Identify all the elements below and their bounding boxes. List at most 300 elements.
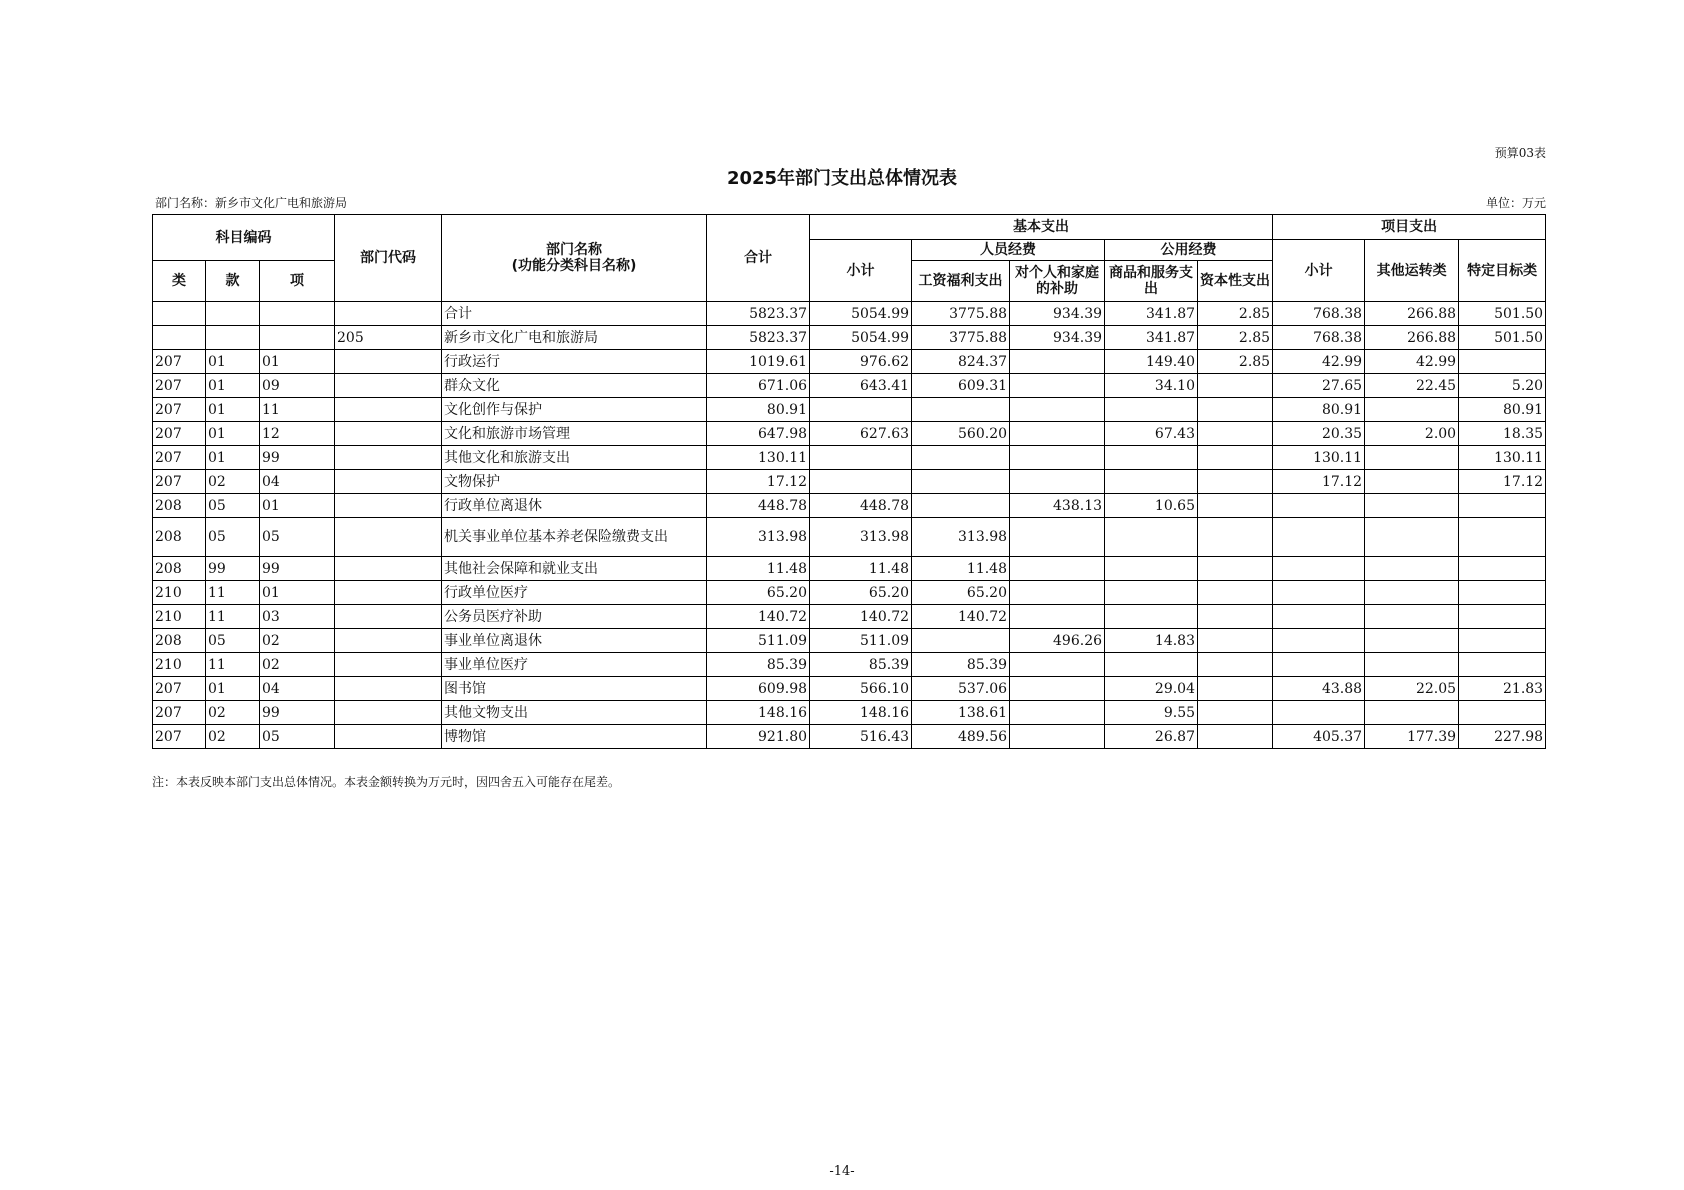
cell-individual (1010, 701, 1105, 725)
cell-dept-code (335, 494, 442, 518)
cell-specific (1459, 653, 1546, 677)
header-basic: 基本支出 (810, 215, 1273, 240)
cell-total: 17.12 (707, 470, 810, 494)
cell-project-subtotal (1273, 581, 1365, 605)
cell-other-ops (1365, 470, 1459, 494)
expenditure-table (152, 214, 1546, 749)
cell-capital (1198, 398, 1273, 422)
cell-other-ops: 2.00 (1365, 422, 1459, 446)
cell-dept-code (335, 398, 442, 422)
cell-xiang: 12 (260, 422, 335, 446)
cell-wage: 3775.88 (912, 326, 1010, 350)
cell-capital: 2.85 (1198, 302, 1273, 326)
header-personnel: 人员经费 (912, 240, 1105, 261)
cell-dept-code (335, 653, 442, 677)
cell-capital (1198, 581, 1273, 605)
cell-project-subtotal: 130.11 (1273, 446, 1365, 470)
table-row (153, 701, 1546, 725)
cell-basic-subtotal: 140.72 (810, 605, 912, 629)
cell-goods (1105, 557, 1198, 581)
cell-specific: 21.83 (1459, 677, 1546, 701)
cell-goods (1105, 581, 1198, 605)
cell-wage: 489.56 (912, 725, 1010, 749)
cell-basic-subtotal: 448.78 (810, 494, 912, 518)
cell-xiang: 01 (260, 581, 335, 605)
cell-wage (912, 398, 1010, 422)
cell-specific: 501.50 (1459, 302, 1546, 326)
table-row (153, 725, 1546, 749)
cell-goods: 29.04 (1105, 677, 1198, 701)
header-total: 合计 (707, 215, 810, 302)
cell-goods (1105, 653, 1198, 677)
cell-project-subtotal (1273, 605, 1365, 629)
header-dept-name-line2: (功能分类科目名称) (511, 258, 637, 274)
cell-name: 文物保护 (442, 470, 707, 494)
cell-lei: 207 (153, 374, 206, 398)
cell-capital (1198, 557, 1273, 581)
department-label: 部门名称：新乡市文化广电和旅游局 (155, 196, 348, 210)
cell-name: 群众文化 (442, 374, 707, 398)
header-basic-subtotal: 小计 (810, 240, 912, 302)
cell-kuan: 05 (206, 494, 260, 518)
cell-name: 机关事业单位基本养老保险缴费支出 (442, 518, 707, 557)
cell-kuan: 11 (206, 605, 260, 629)
cell-total: 80.91 (707, 398, 810, 422)
cell-capital (1198, 494, 1273, 518)
cell-other-ops: 266.88 (1365, 326, 1459, 350)
cell-individual: 934.39 (1010, 326, 1105, 350)
unit-label: 单位：万元 (1485, 196, 1546, 210)
cell-individual (1010, 422, 1105, 446)
cell-individual (1010, 398, 1105, 422)
cell-capital (1198, 446, 1273, 470)
cell-goods (1105, 446, 1198, 470)
cell-other-ops (1365, 629, 1459, 653)
cell-goods: 67.43 (1105, 422, 1198, 446)
cell-basic-subtotal: 516.43 (810, 725, 912, 749)
cell-total: 5823.37 (707, 302, 810, 326)
cell-name: 行政运行 (442, 350, 707, 374)
cell-wage (912, 494, 1010, 518)
cell-capital (1198, 653, 1273, 677)
cell-lei: 207 (153, 422, 206, 446)
cell-name: 其他文物支出 (442, 701, 707, 725)
cell-xiang: 99 (260, 701, 335, 725)
cell-lei: 208 (153, 494, 206, 518)
cell-kuan (206, 302, 260, 326)
cell-wage: 85.39 (912, 653, 1010, 677)
cell-name: 事业单位医疗 (442, 653, 707, 677)
cell-goods (1105, 470, 1198, 494)
header-goods: 商品和服务支出 (1105, 261, 1198, 302)
cell-kuan: 05 (206, 629, 260, 653)
cell-xiang: 01 (260, 350, 335, 374)
cell-other-ops: 22.45 (1365, 374, 1459, 398)
cell-project-subtotal: 20.35 (1273, 422, 1365, 446)
cell-project-subtotal: 27.65 (1273, 374, 1365, 398)
cell-capital (1198, 677, 1273, 701)
cell-kuan: 02 (206, 470, 260, 494)
cell-other-ops (1365, 398, 1459, 422)
cell-basic-subtotal: 148.16 (810, 701, 912, 725)
cell-specific (1459, 350, 1546, 374)
table-row (153, 605, 1546, 629)
cell-other-ops (1365, 518, 1459, 557)
cell-wage: 313.98 (912, 518, 1010, 557)
cell-kuan: 05 (206, 518, 260, 557)
cell-dept-code (335, 629, 442, 653)
cell-name: 其他社会保障和就业支出 (442, 557, 707, 581)
cell-kuan: 99 (206, 557, 260, 581)
cell-capital (1198, 701, 1273, 725)
cell-goods: 10.65 (1105, 494, 1198, 518)
cell-project-subtotal: 405.37 (1273, 725, 1365, 749)
cell-name: 行政单位离退休 (442, 494, 707, 518)
cell-specific (1459, 581, 1546, 605)
header-dept-code: 部门代码 (335, 215, 442, 302)
cell-goods: 341.87 (1105, 302, 1198, 326)
cell-basic-subtotal: 313.98 (810, 518, 912, 557)
cell-xiang (260, 326, 335, 350)
cell-specific (1459, 557, 1546, 581)
cell-dept-code (335, 446, 442, 470)
cell-lei: 207 (153, 677, 206, 701)
cell-individual (1010, 470, 1105, 494)
cell-goods (1105, 398, 1198, 422)
header-specific: 特定目标类 (1459, 240, 1546, 302)
cell-specific: 227.98 (1459, 725, 1546, 749)
cell-wage: 537.06 (912, 677, 1010, 701)
cell-other-ops (1365, 557, 1459, 581)
header-wage: 工资福利支出 (912, 261, 1010, 302)
cell-project-subtotal: 17.12 (1273, 470, 1365, 494)
cell-total: 140.72 (707, 605, 810, 629)
cell-kuan: 01 (206, 446, 260, 470)
cell-project-subtotal (1273, 629, 1365, 653)
cell-individual (1010, 518, 1105, 557)
cell-capital (1198, 629, 1273, 653)
cell-individual (1010, 350, 1105, 374)
cell-lei: 207 (153, 446, 206, 470)
cell-dept-code (335, 302, 442, 326)
cell-capital (1198, 422, 1273, 446)
cell-other-ops (1365, 701, 1459, 725)
cell-individual (1010, 557, 1105, 581)
table-row (153, 494, 1546, 518)
cell-other-ops: 266.88 (1365, 302, 1459, 326)
cell-name: 合计 (442, 302, 707, 326)
cell-wage (912, 629, 1010, 653)
cell-individual: 934.39 (1010, 302, 1105, 326)
table-row (153, 557, 1546, 581)
cell-name: 博物馆 (442, 725, 707, 749)
table-row (153, 629, 1546, 653)
table-row (153, 302, 1546, 326)
cell-lei (153, 326, 206, 350)
cell-lei: 207 (153, 398, 206, 422)
cell-basic-subtotal (810, 470, 912, 494)
cell-basic-subtotal: 643.41 (810, 374, 912, 398)
cell-individual (1010, 446, 1105, 470)
cell-individual (1010, 581, 1105, 605)
cell-name: 公务员医疗补助 (442, 605, 707, 629)
header-public: 公用经费 (1105, 240, 1273, 261)
cell-xiang: 02 (260, 653, 335, 677)
cell-total: 448.78 (707, 494, 810, 518)
header-project: 项目支出 (1273, 215, 1546, 240)
cell-xiang: 01 (260, 494, 335, 518)
cell-basic-subtotal: 976.62 (810, 350, 912, 374)
cell-basic-subtotal: 566.10 (810, 677, 912, 701)
cell-basic-subtotal: 65.20 (810, 581, 912, 605)
cell-lei: 207 (153, 470, 206, 494)
header-project-subtotal: 小计 (1273, 240, 1365, 302)
cell-specific: 80.91 (1459, 398, 1546, 422)
cell-dept-code (335, 374, 442, 398)
cell-specific (1459, 494, 1546, 518)
cell-capital (1198, 605, 1273, 629)
cell-wage: 65.20 (912, 581, 1010, 605)
cell-goods: 26.87 (1105, 725, 1198, 749)
cell-xiang: 03 (260, 605, 335, 629)
cell-wage: 3775.88 (912, 302, 1010, 326)
cell-kuan (206, 326, 260, 350)
cell-total: 1019.61 (707, 350, 810, 374)
cell-goods: 341.87 (1105, 326, 1198, 350)
cell-wage: 560.20 (912, 422, 1010, 446)
cell-lei: 208 (153, 518, 206, 557)
cell-project-subtotal: 80.91 (1273, 398, 1365, 422)
cell-capital (1198, 470, 1273, 494)
cell-name: 行政单位医疗 (442, 581, 707, 605)
cell-xiang: 99 (260, 557, 335, 581)
table-row (153, 677, 1546, 701)
cell-individual (1010, 605, 1105, 629)
header-individual: 对个人和家庭的补助 (1010, 261, 1105, 302)
table-row (153, 446, 1546, 470)
cell-other-ops (1365, 446, 1459, 470)
table-row (153, 518, 1546, 557)
table-header (153, 215, 1546, 302)
cell-dept-code (335, 605, 442, 629)
cell-basic-subtotal: 85.39 (810, 653, 912, 677)
cell-specific (1459, 605, 1546, 629)
cell-capital (1198, 518, 1273, 557)
cell-lei: 208 (153, 557, 206, 581)
cell-individual (1010, 374, 1105, 398)
cell-dept-code (335, 557, 442, 581)
cell-kuan: 01 (206, 422, 260, 446)
cell-project-subtotal (1273, 518, 1365, 557)
table-row (153, 398, 1546, 422)
cell-wage: 140.72 (912, 605, 1010, 629)
cell-total: 671.06 (707, 374, 810, 398)
cell-basic-subtotal: 627.63 (810, 422, 912, 446)
cell-project-subtotal (1273, 653, 1365, 677)
cell-capital (1198, 374, 1273, 398)
cell-total: 11.48 (707, 557, 810, 581)
cell-wage (912, 470, 1010, 494)
cell-dept-code (335, 350, 442, 374)
cell-kuan: 01 (206, 374, 260, 398)
cell-dept-code (335, 701, 442, 725)
cell-lei: 210 (153, 653, 206, 677)
cell-basic-subtotal (810, 398, 912, 422)
cell-goods: 149.40 (1105, 350, 1198, 374)
cell-wage: 824.37 (912, 350, 1010, 374)
cell-project-subtotal: 43.88 (1273, 677, 1365, 701)
cell-project-subtotal (1273, 701, 1365, 725)
cell-project-subtotal: 42.99 (1273, 350, 1365, 374)
cell-total: 85.39 (707, 653, 810, 677)
cell-kuan: 01 (206, 350, 260, 374)
cell-lei: 207 (153, 701, 206, 725)
cell-kuan: 11 (206, 581, 260, 605)
cell-wage: 609.31 (912, 374, 1010, 398)
page-number: -14- (829, 1164, 855, 1179)
table-row (153, 653, 1546, 677)
cell-total: 5823.37 (707, 326, 810, 350)
cell-name: 文化和旅游市场管理 (442, 422, 707, 446)
cell-project-subtotal (1273, 494, 1365, 518)
cell-total: 647.98 (707, 422, 810, 446)
cell-xiang: 11 (260, 398, 335, 422)
cell-other-ops (1365, 581, 1459, 605)
cell-total: 511.09 (707, 629, 810, 653)
cell-specific: 18.35 (1459, 422, 1546, 446)
header-subject-code: 科目编码 (153, 215, 335, 261)
table-row (153, 581, 1546, 605)
cell-specific (1459, 518, 1546, 557)
cell-name: 事业单位离退休 (442, 629, 707, 653)
page-title: 2025年部门支出总体情况表 (726, 168, 958, 189)
table-row (153, 350, 1546, 374)
cell-kuan: 02 (206, 701, 260, 725)
cell-goods (1105, 605, 1198, 629)
cell-capital: 2.85 (1198, 350, 1273, 374)
cell-name: 新乡市文化广电和旅游局 (442, 326, 707, 350)
header-kuan: 款 (206, 261, 260, 302)
cell-total: 148.16 (707, 701, 810, 725)
cell-name: 图书馆 (442, 677, 707, 701)
cell-kuan: 11 (206, 653, 260, 677)
cell-other-ops (1365, 605, 1459, 629)
header-other-ops: 其他运转类 (1365, 240, 1459, 302)
cell-lei: 207 (153, 350, 206, 374)
cell-dept-code (335, 725, 442, 749)
table-row (153, 374, 1546, 398)
cell-individual (1010, 653, 1105, 677)
cell-wage: 138.61 (912, 701, 1010, 725)
cell-wage: 11.48 (912, 557, 1010, 581)
table-body (153, 302, 1546, 749)
cell-name: 文化创作与保护 (442, 398, 707, 422)
cell-name: 其他文化和旅游支出 (442, 446, 707, 470)
header-capital: 资本性支出 (1198, 261, 1273, 302)
cell-kuan: 01 (206, 398, 260, 422)
cell-individual: 496.26 (1010, 629, 1105, 653)
cell-xiang: 05 (260, 518, 335, 557)
cell-capital (1198, 725, 1273, 749)
cell-specific: 130.11 (1459, 446, 1546, 470)
cell-dept-code (335, 518, 442, 557)
cell-dept-code (335, 581, 442, 605)
cell-other-ops (1365, 494, 1459, 518)
cell-goods: 9.55 (1105, 701, 1198, 725)
cell-xiang (260, 302, 335, 326)
cell-individual (1010, 677, 1105, 701)
cell-other-ops: 177.39 (1365, 725, 1459, 749)
cell-basic-subtotal: 511.09 (810, 629, 912, 653)
footnote: 注：本表反映本部门支出总体情况。本表金额转换为万元时，因四舍五入可能存在尾差。 (152, 775, 621, 789)
cell-basic-subtotal: 5054.99 (810, 326, 912, 350)
cell-other-ops: 42.99 (1365, 350, 1459, 374)
cell-total: 313.98 (707, 518, 810, 557)
cell-other-ops: 22.05 (1365, 677, 1459, 701)
cell-project-subtotal: 768.38 (1273, 302, 1365, 326)
cell-specific: 501.50 (1459, 326, 1546, 350)
header-lei: 类 (153, 261, 206, 302)
cell-project-subtotal (1273, 557, 1365, 581)
cell-goods: 14.83 (1105, 629, 1198, 653)
table-row (153, 422, 1546, 446)
cell-wage (912, 446, 1010, 470)
cell-goods (1105, 518, 1198, 557)
cell-basic-subtotal: 5054.99 (810, 302, 912, 326)
cell-dept-code (335, 470, 442, 494)
cell-xiang: 02 (260, 629, 335, 653)
cell-xiang: 99 (260, 446, 335, 470)
header-dept-name-line1: 部门名称 (546, 242, 603, 258)
cell-basic-subtotal (810, 446, 912, 470)
cell-other-ops (1365, 653, 1459, 677)
cell-kuan: 02 (206, 725, 260, 749)
cell-lei (153, 302, 206, 326)
header-xiang: 项 (260, 261, 335, 302)
cell-lei: 210 (153, 605, 206, 629)
cell-total: 921.80 (707, 725, 810, 749)
cell-lei: 208 (153, 629, 206, 653)
cell-kuan: 01 (206, 677, 260, 701)
cell-goods: 34.10 (1105, 374, 1198, 398)
cell-individual: 438.13 (1010, 494, 1105, 518)
table-row (153, 326, 1546, 350)
cell-project-subtotal: 768.38 (1273, 326, 1365, 350)
cell-lei: 210 (153, 581, 206, 605)
cell-specific: 5.20 (1459, 374, 1546, 398)
cell-xiang: 05 (260, 725, 335, 749)
cell-basic-subtotal: 11.48 (810, 557, 912, 581)
cell-capital: 2.85 (1198, 326, 1273, 350)
cell-xiang: 04 (260, 677, 335, 701)
cell-total: 65.20 (707, 581, 810, 605)
cell-total: 130.11 (707, 446, 810, 470)
cell-xiang: 04 (260, 470, 335, 494)
form-number: 预算03表 (1494, 146, 1546, 160)
table-row (153, 470, 1546, 494)
cell-dept-code (335, 677, 442, 701)
header-dept-name (442, 215, 707, 302)
cell-specific (1459, 701, 1546, 725)
cell-specific (1459, 629, 1546, 653)
cell-xiang: 09 (260, 374, 335, 398)
cell-dept-code (335, 422, 442, 446)
cell-lei: 207 (153, 725, 206, 749)
cell-dept-code: 205 (335, 326, 442, 350)
cell-individual (1010, 725, 1105, 749)
cell-total: 609.98 (707, 677, 810, 701)
cell-specific: 17.12 (1459, 470, 1546, 494)
